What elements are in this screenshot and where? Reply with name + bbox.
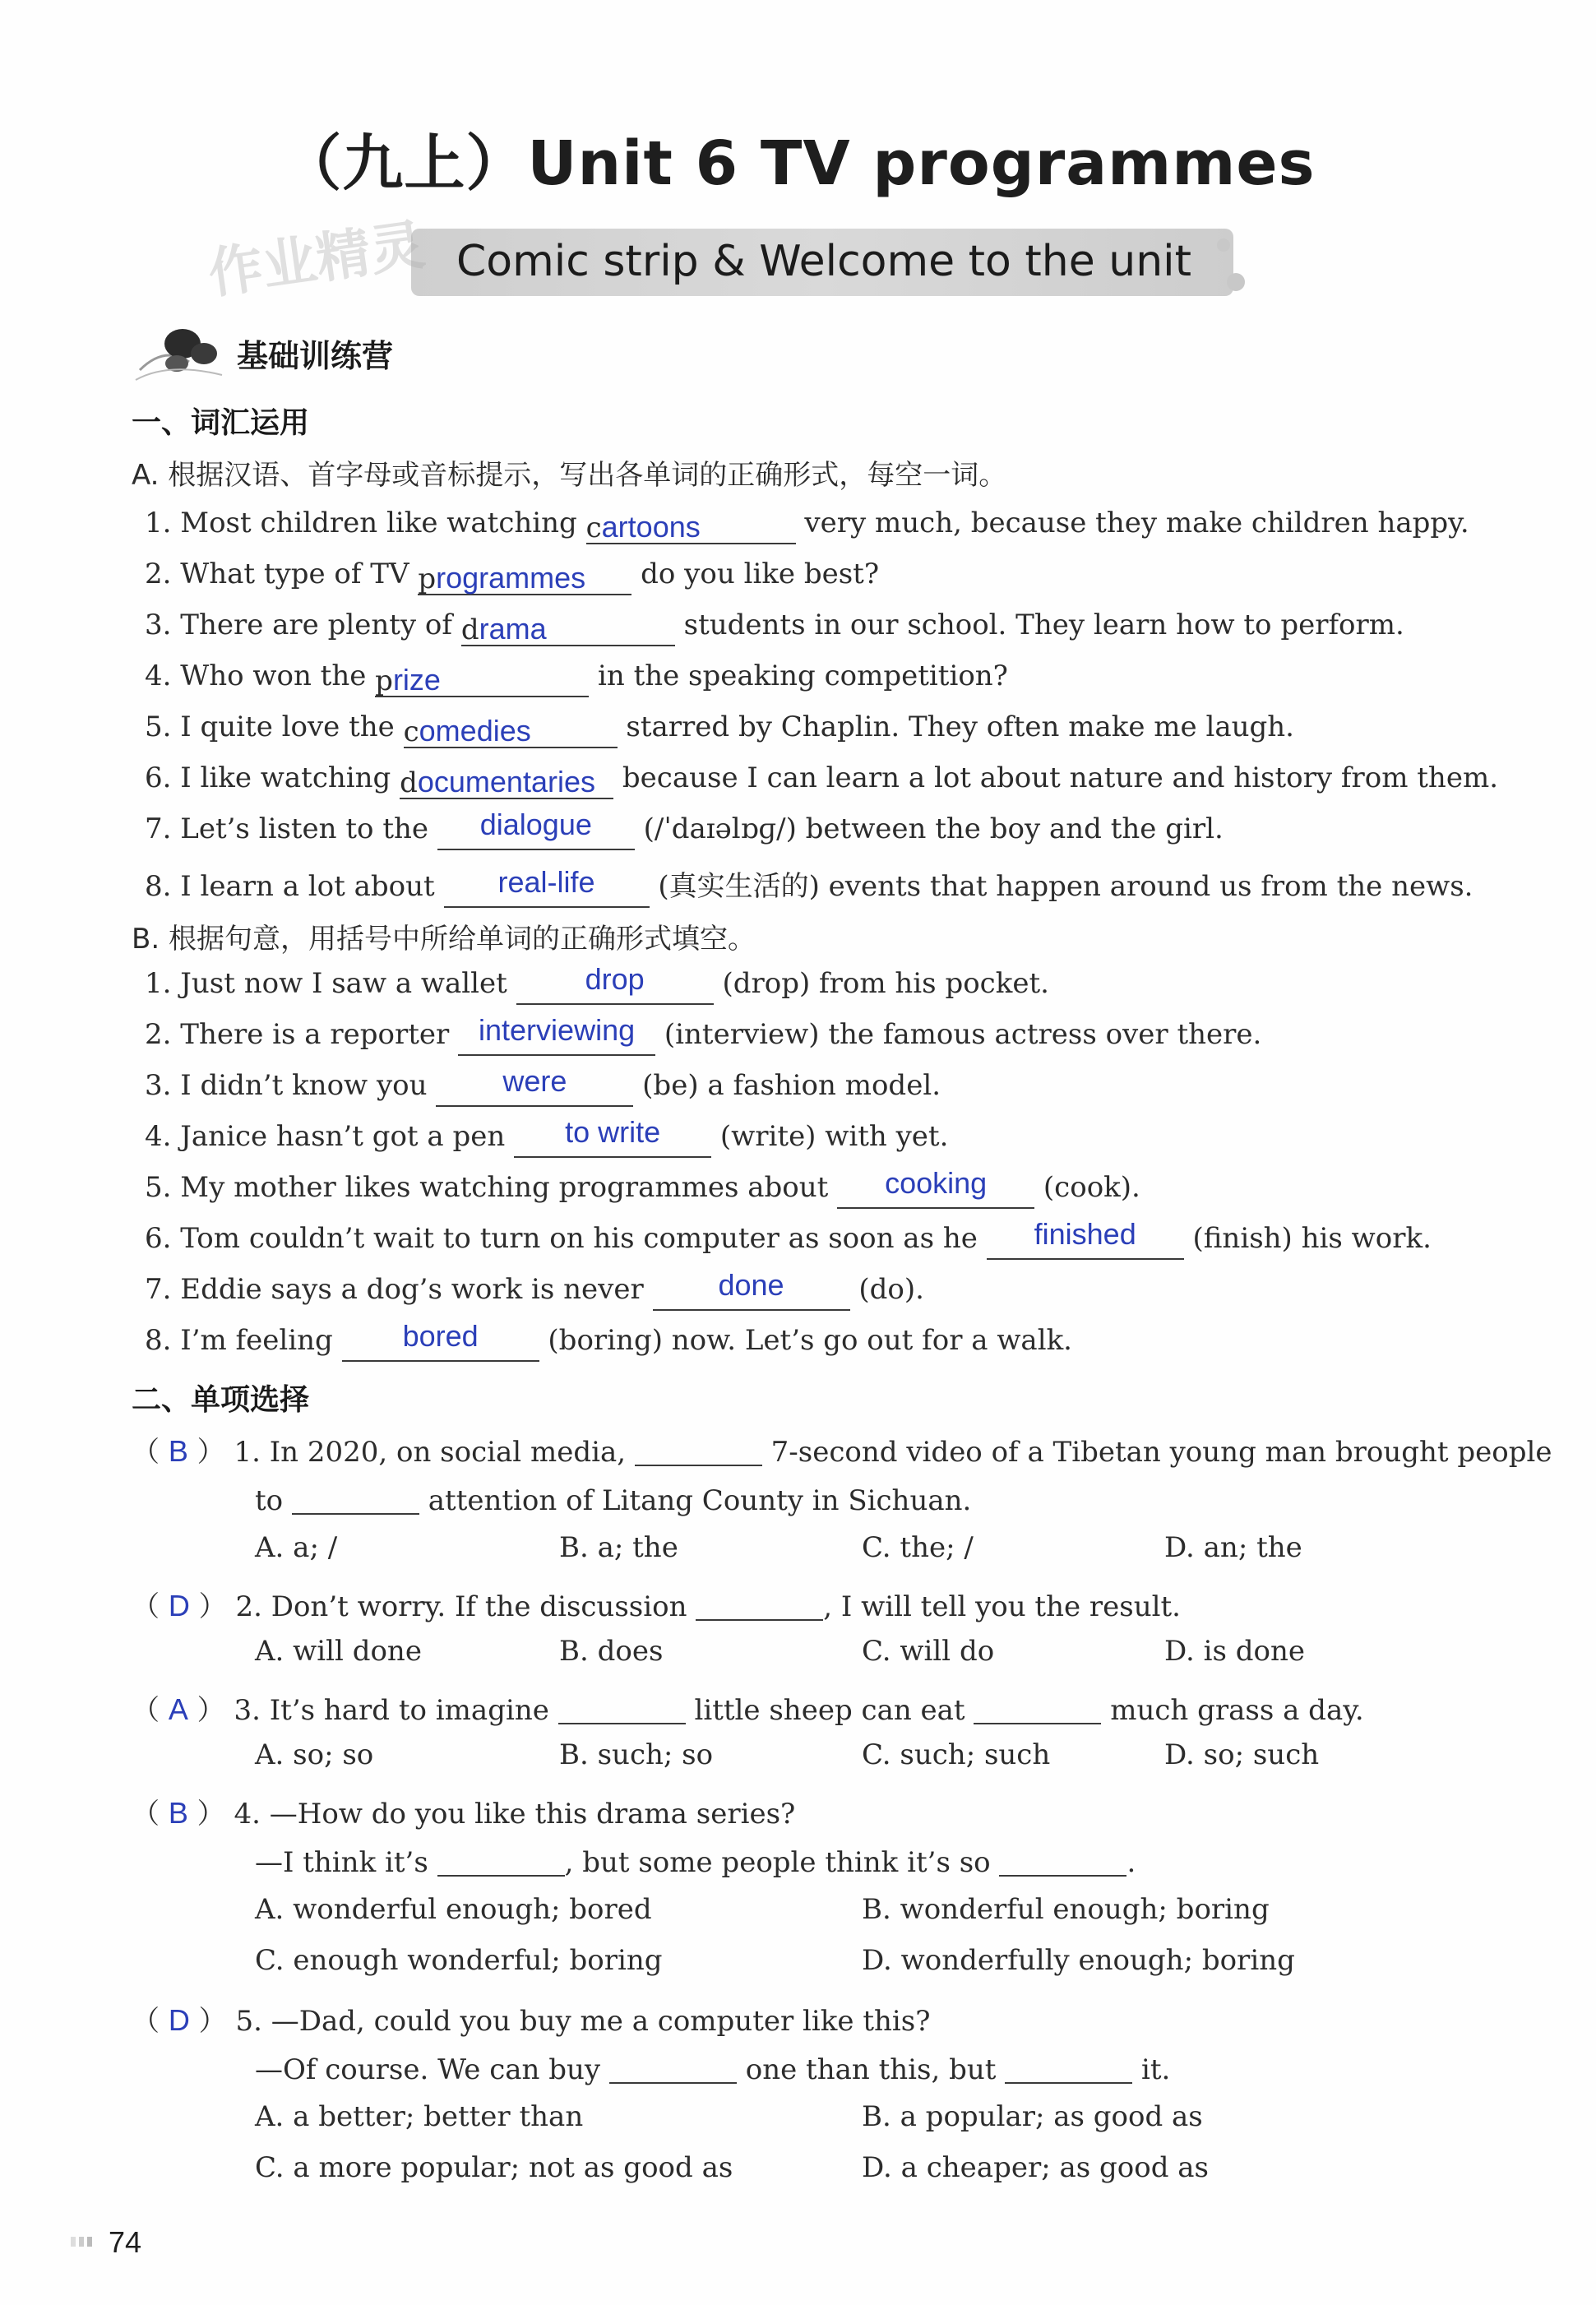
part1-B-instruction: B. 根据句意，用括号中所给单词的正确形式填空。 <box>132 923 756 956</box>
part2-heading: 二、单项选择 <box>132 1383 310 1417</box>
option-d[interactable]: D. so; such <box>1164 1738 1320 1771</box>
answer-blank[interactable] <box>999 1842 1126 1877</box>
vocab-item-2: 2. What type of TV programmes do you like best? <box>145 558 880 595</box>
answer-paren: （ D ） <box>132 2003 227 2038</box>
answer-blank[interactable]: to write <box>514 1123 711 1158</box>
answer-blank[interactable]: drop <box>516 970 714 1005</box>
answer-blank[interactable]: drama <box>461 612 675 646</box>
answer-paren: （ B ） <box>132 1796 225 1831</box>
form-item-3: 3. I didn’t know you were (be) a fashion model. <box>145 1069 941 1107</box>
form-item-2: 2. There is a reporter interviewing (interview) the famous actress over there. <box>145 1018 1261 1056</box>
section-label: 基础训练营 <box>237 338 394 374</box>
answer-blank[interactable]: bored <box>342 1327 539 1362</box>
answer-blank[interactable]: cooking <box>837 1174 1034 1209</box>
option-a[interactable]: A. a; / <box>255 1531 338 1564</box>
mc-question-1: （ B ） 1. In 2020, on social media, 7-second video of a Tibetan young man brought people <box>132 1429 1552 1470</box>
answer-blank[interactable]: real-life <box>444 873 650 908</box>
mc-question-4: （ B ） 4. —How do you like this drama series? <box>132 1796 796 1831</box>
leaf-icon <box>132 312 238 386</box>
option-d[interactable]: D. wonderfully enough; boring <box>862 1944 1295 1977</box>
answer-blank[interactable]: finished <box>987 1225 1184 1260</box>
answer-blank[interactable]: dialogue <box>437 816 635 850</box>
vocab-item-6: 6. I like watching documentaries because I can learn a lot about nature and history from them. <box>145 761 1498 799</box>
option-c[interactable]: C. such; such <box>862 1738 1051 1771</box>
mc-question-5-line2: —Of course. We can buy one than this, but it. <box>255 2049 1170 2086</box>
option-b[interactable]: B. a popular; as good as <box>862 2100 1203 2133</box>
answer-blank[interactable]: documentaries <box>400 765 613 799</box>
option-d[interactable]: D. is done <box>1164 1635 1306 1668</box>
part1-heading: 一、词汇运用 <box>132 406 310 440</box>
option-d[interactable]: D. a cheaper; as good as <box>862 2151 1209 2184</box>
form-item-6: 6. Tom couldn’t wait to turn on his computer as soon as he finished (finish) his work. <box>145 1222 1432 1260</box>
option-a[interactable]: A. will done <box>255 1635 422 1668</box>
option-b[interactable]: B. such; so <box>559 1738 714 1771</box>
option-c[interactable]: C. enough wonderful; boring <box>255 1944 663 1977</box>
watermark: 作业精灵 <box>204 212 428 306</box>
option-c[interactable]: C. a more popular; not as good as <box>255 2151 733 2184</box>
option-a[interactable]: A. so; so <box>255 1738 374 1771</box>
answer-paren: （ B ） <box>132 1434 225 1469</box>
band-dot <box>1227 273 1245 291</box>
option-a[interactable]: A. wonderful enough; bored <box>255 1893 652 1926</box>
mc-question-1-line2: to attention of Litang County in Sichuan. <box>255 1480 971 1517</box>
option-b[interactable]: B. wonderful enough; boring <box>862 1893 1270 1926</box>
answer-blank[interactable] <box>437 1842 565 1877</box>
form-item-4: 4. Janice hasn’t got a pen to write (write) with yet. <box>145 1120 948 1158</box>
band-dot <box>1217 238 1230 252</box>
vocab-item-7: 7. Let’s listen to the dialogue (/ˈdaɪəlɒɡ/) between the boy and the girl. <box>145 812 1224 850</box>
form-item-1: 1. Just now I saw a wallet drop (drop) from his pocket. <box>145 967 1049 1005</box>
answer-blank[interactable] <box>1005 2049 1132 2084</box>
answer-blank[interactable] <box>635 1432 762 1466</box>
vocab-item-1: 1. Most children like watching cartoons very much, because they make children happy. <box>145 507 1469 544</box>
mc-question-5: （ D ） 5. —Dad, could you buy me a computer like this? <box>132 2003 931 2038</box>
section-subtitle: Comic strip & Welcome to the unit <box>456 237 1192 286</box>
part1-A-instruction: A. 根据汉语、首字母或音标提示，写出各单词的正确形式，每空一词。 <box>132 459 1007 492</box>
option-a[interactable]: A. a better; better than <box>255 2100 584 2133</box>
answer-blank[interactable]: programmes <box>418 561 631 595</box>
mc-question-3: （ A ） 3. It’s hard to imagine little sheep can eat much grass a day. <box>132 1687 1364 1728</box>
form-item-8: 8. I’m feeling bored (boring) now. Let’s go out for a walk. <box>145 1324 1072 1362</box>
answer-blank[interactable]: cartoons <box>586 510 796 544</box>
vocab-item-5: 5. I quite love the comedies starred by Chaplin. They often make me laugh. <box>145 710 1294 748</box>
mc-question-4-line2: —I think it’s , but some people think it’s so . <box>255 1842 1136 1879</box>
answer-blank[interactable] <box>292 1480 419 1515</box>
answer-blank[interactable]: were <box>436 1072 633 1107</box>
answer-blank[interactable] <box>696 1586 823 1621</box>
page-marker-icon <box>71 2233 100 2250</box>
vocab-item-3: 3. There are plenty of drama students in our school. They learn how to perform. <box>145 609 1404 646</box>
answer-blank[interactable]: done <box>653 1276 850 1311</box>
answer-blank[interactable]: prize <box>375 663 589 697</box>
page-number: 74 <box>109 2225 142 2259</box>
mc-question-2: （ D ） 2. Don’t worry. If the discussion , I will tell you the result. <box>132 1584 1181 1624</box>
answer-paren: （ D ） <box>132 1589 227 1623</box>
option-b[interactable]: B. a; the <box>559 1531 678 1564</box>
answer-blank[interactable] <box>558 1690 686 1724</box>
vocab-item-4: 4. Who won the prize in the speaking competition? <box>145 660 1008 697</box>
option-b[interactable]: B. does <box>559 1635 664 1668</box>
form-item-5: 5. My mother likes watching programmes about cooking (cook). <box>145 1171 1140 1209</box>
answer-blank[interactable] <box>974 1690 1101 1724</box>
option-d[interactable]: D. an; the <box>1164 1531 1302 1564</box>
answer-blank[interactable]: comedies <box>404 714 618 748</box>
form-item-7: 7. Eddie says a dog’s work is never done (do). <box>145 1273 924 1311</box>
vocab-item-8: 8. I learn a lot about real-life (真实生活的) events that happen around us from the news. <box>145 863 1473 908</box>
answer-blank[interactable] <box>609 2049 737 2084</box>
option-c[interactable]: C. will do <box>862 1635 995 1668</box>
answer-blank[interactable]: interviewing <box>458 1021 655 1056</box>
answer-paren: （ A ） <box>132 1692 225 1727</box>
unit-title: （九上）Unit 6 TV programmes <box>280 128 1316 199</box>
option-c[interactable]: C. the; / <box>862 1531 974 1564</box>
